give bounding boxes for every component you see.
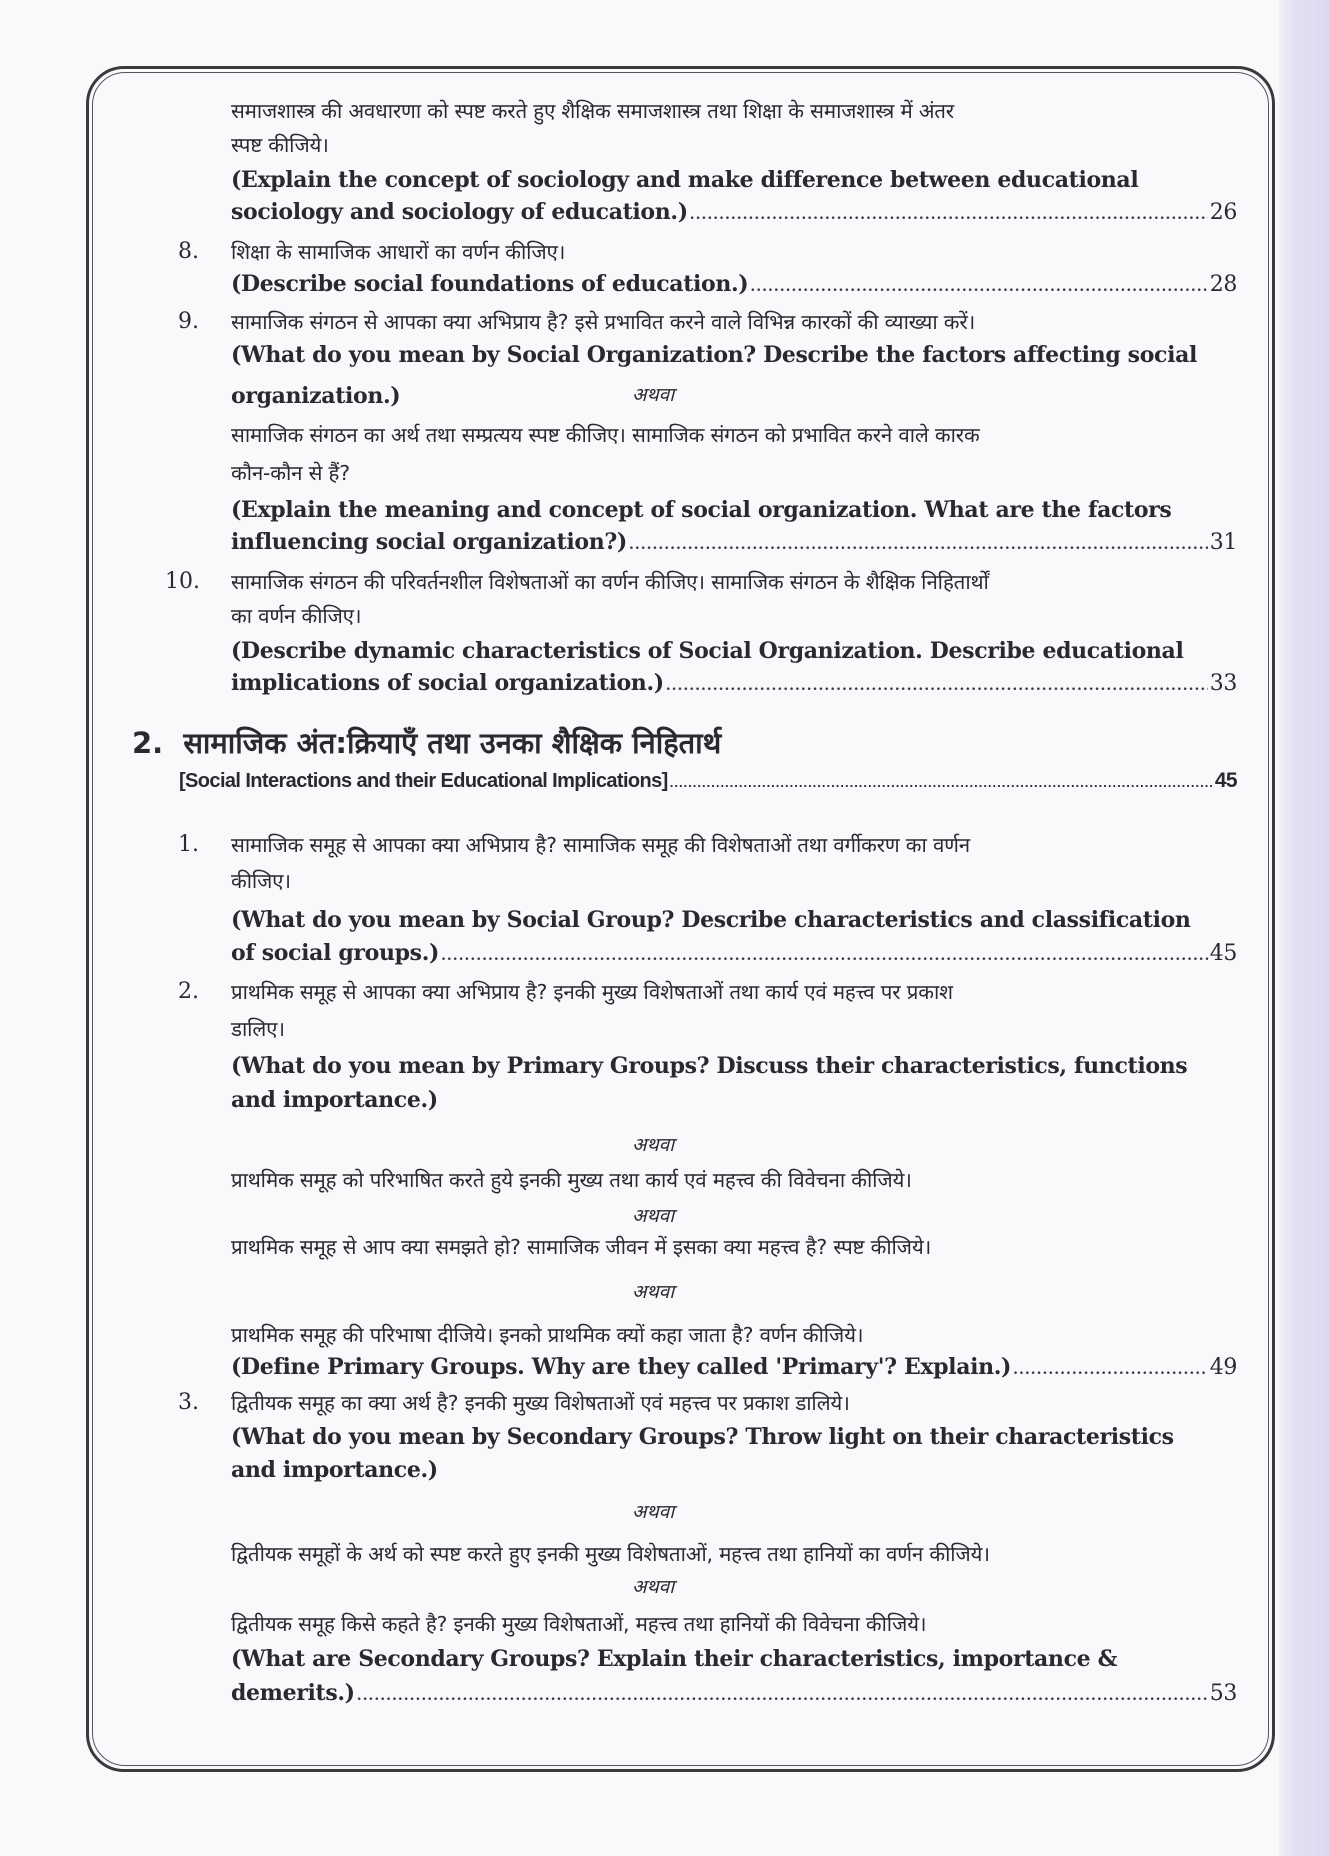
c2q3-alt2-hindi: द्वितीयक समूह किसे कहते है? इनकी मुख्य विशेषताओं, महत्त्व तथा हानियों की विवेचना कीजिये।: [231, 1612, 927, 1636]
c2q2-hindi-line-2: डालिए।: [231, 1017, 285, 1041]
page-edge-strip: [1279, 0, 1329, 1856]
question-number: 2.: [178, 979, 199, 1004]
chapter-number: 2.: [132, 726, 164, 760]
page-number: 28: [1209, 272, 1237, 297]
toc-entry-c2q3[interactable]: [231, 1676, 1237, 1713]
dot-leader: [357, 1679, 1208, 1713]
dot-leader: [670, 768, 1213, 798]
c2q2-hindi-line-1: प्राथमिक समूह से आपका क्या अभिप्राय है? इनकी मुख्य विशेषताओं तथा कार्य एवं महत्त्व पर प्रकाश: [231, 980, 953, 1004]
q9-english-line-1: (What do you mean by Social Organization? Describe the factors affecting social: [231, 342, 1197, 368]
toc-entry-q10[interactable]: [231, 666, 1237, 703]
q9-alt-english-line-1: (Explain the meaning and concept of social organization. What are the factors: [231, 497, 1172, 523]
c2q1-english-line-2: of social groups.): [231, 940, 440, 966]
q7-hindi-line-1: समाजशास्त्र की अवधारणा को स्पष्ट करते हुए शैक्षिक समाजशास्त्र तथा शिक्षा के समाजशास्त्र में अंतर: [231, 99, 954, 123]
c2q3-alt1-hindi: द्वितीयक समूहों के अर्थ को स्पष्ट करते हुए इनकी मुख्य विशेषताओं, महत्त्व तथा हानियों का वर्णन कीजिये।: [231, 1542, 990, 1566]
toc-entry-q8[interactable]: [231, 267, 1237, 304]
toc-entry-c2q1[interactable]: [231, 936, 1237, 973]
c2q2-english-line-2: and importance.): [231, 1087, 438, 1113]
question-number: 10.: [165, 569, 200, 594]
page-number: 49: [1209, 1355, 1237, 1380]
chapter-title-hindi: सामाजिक अंत:क्रियाएँ तथा उनका शैक्षिक निहितार्थ: [183, 726, 722, 760]
c2q2-alt3-english: (Define Primary Groups. Why are they called 'Primary'? Explain.): [231, 1354, 1012, 1380]
or-divider: अथवा: [632, 1134, 675, 1156]
c2q2-alt3-hindi: प्राथमिक समूह की परिभाषा दीजिये। इनको प्राथमिक क्यों कहा जाता है? वर्णन कीजिये।: [231, 1323, 864, 1347]
page-number: 31: [1209, 530, 1237, 555]
q7-english-line-2: sociology and sociology of education.): [231, 199, 688, 225]
dot-leader: [666, 669, 1208, 703]
q10-hindi-line-1: सामाजिक संगठन की परिवर्तनशील विशेषताओं का वर्णन कीजिए। सामाजिक संगठन के शैक्षिक निहितार्थों: [231, 570, 989, 594]
toc-entry-c2q2[interactable]: [231, 1350, 1237, 1387]
q9-alt-hindi-line-2: कौन-कौन से हैं?: [231, 461, 350, 485]
dot-leader: [441, 939, 1208, 973]
q8-english-line-1: (Describe social foundations of education.): [231, 271, 749, 297]
or-divider: अथवा: [632, 1205, 675, 1227]
q10-hindi-line-2: का वर्णन कीजिए।: [231, 604, 362, 628]
chapter-title-english: [Social Interactions and their Educational Implications]: [179, 770, 668, 792]
question-number: 1.: [178, 832, 199, 857]
page-number: 45: [1209, 941, 1237, 966]
c2q1-hindi-line-2: कीजिए।: [231, 869, 291, 893]
question-number: 8.: [178, 239, 199, 264]
c2q2-alt2-hindi: प्राथमिक समूह से आप क्या समझते हो? सामाजिक जीवन में इसका क्या महत्त्व है? स्पष्ट कीजिये।: [231, 1235, 932, 1259]
q10-english-line-2: implications of social organization.): [231, 670, 664, 696]
c2q2-alt1-hindi: प्राथमिक समूह को परिभाषित करते हुये इनकी मुख्य तथा कार्य एवं महत्त्व की विवेचना कीजिये।: [231, 1168, 912, 1192]
toc-entry-q9[interactable]: [231, 525, 1237, 562]
c2q3-english-line-2: and importance.): [231, 1457, 438, 1483]
dot-leader: [629, 528, 1208, 562]
page-number: 33: [1209, 671, 1237, 696]
q9-hindi-line-1: सामाजिक संगठन से आपका क्या अभिप्राय है? इसे प्रभावित करने वाले विभिन्न कारकों की व्याख्या करें।: [231, 310, 976, 334]
c2q3-alt2-english-line-2: demerits.): [231, 1680, 355, 1706]
dot-leader: [690, 198, 1208, 232]
q7-english-line-1: (Explain the concept of sociology and make difference between educational: [231, 167, 1139, 193]
toc-entry-chapter-2[interactable]: [179, 766, 1237, 798]
q9-english-line-2: organization.): [231, 383, 401, 409]
toc-entry-q7[interactable]: [231, 195, 1237, 232]
dot-leader: [1013, 1353, 1208, 1387]
or-divider: अथवा: [632, 1281, 675, 1303]
dot-leader: [750, 270, 1207, 304]
c2q3-english-line-1: (What do you mean by Secondary Groups? Throw light on their characteristics: [231, 1424, 1174, 1450]
c2q3-hindi-line-1: द्वितीयक समूह का क्या अर्थ है? इनकी मुख्य विशेषताओं एवं महत्त्व पर प्रकाश डालिये।: [231, 1391, 850, 1415]
page-number: 45: [1214, 769, 1237, 792]
q10-english-line-1: (Describe dynamic characteristics of Social Organization. Describe educational: [231, 638, 1184, 664]
chapter-2-title[interactable]: [132, 723, 721, 763]
question-number: 9.: [178, 309, 199, 334]
c2q2-english-line-1: (What do you mean by Primary Groups? Discuss their characteristics, functions: [231, 1053, 1188, 1079]
q7-hindi-line-2: स्पष्ट कीजिये।: [231, 133, 329, 157]
q9-alt-english-line-2: influencing social organization?): [231, 529, 627, 555]
page-number: 26: [1209, 200, 1237, 225]
or-divider: अथवा: [632, 384, 675, 406]
c2q1-english-line-1: (What do you mean by Social Group? Describe characteristics and classification: [231, 907, 1191, 933]
or-divider: अथवा: [632, 1501, 675, 1523]
c2q3-alt2-english-line-1: (What are Secondary Groups? Explain their characteristics, importance &: [231, 1646, 1118, 1672]
or-divider: अथवा: [632, 1576, 675, 1598]
q8-hindi-line-1: शिक्षा के सामाजिक आधारों का वर्णन कीजिए।: [231, 240, 566, 264]
page-number: 53: [1209, 1681, 1237, 1706]
q9-alt-hindi-line-1: सामाजिक संगठन का अर्थ तथा सम्प्रत्यय स्पष्ट कीजिए। सामाजिक संगठन को प्रभावित करने वाले कारक: [231, 423, 980, 447]
question-number: 3.: [178, 1390, 199, 1415]
c2q1-hindi-line-1: सामाजिक समूह से आपका क्या अभिप्राय है? सामाजिक समूह की विशेषताओं तथा वर्गीकरण का वर्णन: [231, 833, 970, 857]
